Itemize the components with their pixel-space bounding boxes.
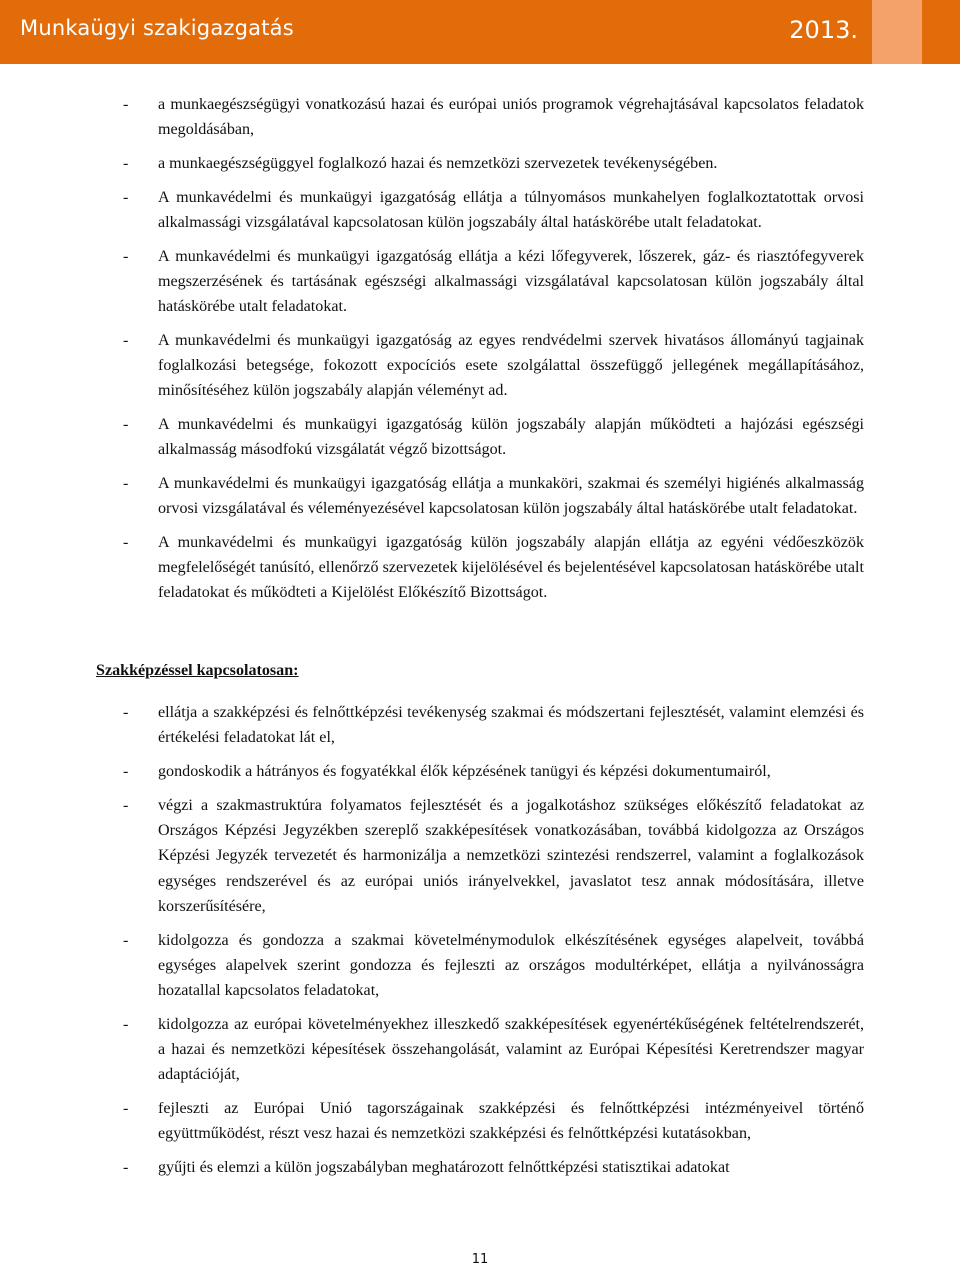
- task-list-training: [96, 700, 864, 1179]
- list-item: - kidolgozza az európai követelményekhez illeszkedő szakképesítések egyenértékűségének feltételrendszerét, a hazai és nemzetközi képesítések összehangolását, valamint az Európai Képesítési Keretrendszer magyar adaptációját,: [96, 1012, 864, 1087]
- list-item: - A munkavédelmi és munkaügyi igazgatóság külön jogszabály alapján ellátja az egyéni védőeszközök megfelelőségét tanúsító, ellenőrző szervezetek kijelölésével és bejelentésével kapcsolatosan hatáskörébe utalt feladatokat és működteti a Kijelölést Előkészítő Bizottságot.: [96, 530, 864, 605]
- list-item: - ellátja a szakképzési és felnőttképzési tevékenység szakmai és módszertani fejlesztését, valamint elemzési és értékelési feladatokat lát el,: [96, 700, 864, 750]
- header-title: Munkaügyi szakigazgatás: [20, 16, 294, 40]
- list-item: - A munkavédelmi és munkaügyi igazgatóság az egyes rendvédelmi szervek hivatásos állományú tagjainak foglalkozási betegsége, fokozott expocíciós esete szolgálattal összefüggő jellegének megállapításához, minősítéséhez külön jogszabály alapján véleményt ad.: [96, 328, 864, 403]
- list-item: - A munkavédelmi és munkaügyi igazgatóság ellátja a munkaköri, szakmai és személyi higiénés alkalmasság orvosi vizsgálatával és véleményezésével kapcsolatosan külön jogszabály által hatáskörébe utalt feladatokat.: [96, 471, 864, 521]
- list-item: - A munkavédelmi és munkaügyi igazgatóság külön jogszabály alapján működteti a hajózási egészségi alkalmasság másodfokú vizsgálatát végző bizottságot.: [96, 412, 864, 462]
- list-item: - a munkaegészségügyi vonatkozású hazai és európai uniós programok végrehajtásával kapcsolatos feladatok megoldásában,: [96, 92, 864, 142]
- list-item: - kidolgozza és gondozza a szakmai követelménymodulok elkészítésének egységes alapelveit, továbbá egységes alapelvek szerint gondozza és fejleszti az országos modultérképet, ellátja a nyilvánosságra hozatallal kapcsolatos feladatokat,: [96, 928, 864, 1003]
- list-item: - gondoskodik a hátrányos és fogyatékkal élők képzésének tanügyi és képzési dokumentumairól,: [96, 759, 864, 784]
- document-body: [96, 92, 864, 1189]
- header-accent-bar: [872, 0, 922, 64]
- list-item: - fejleszti az Európai Unió tagországainak szakképzési és felnőttképzési intézményeivel történő együttműködést, részt vesz hazai és nemzetközi szakképzési és felnőttképzési kutatásokban,: [96, 1096, 864, 1146]
- list-item: - A munkavédelmi és munkaügyi igazgatóság ellátja a túlnyomásos munkahelyen foglalkoztatottak orvosi alkalmassági vizsgálatával kapcsolatosan külön jogszabály által hatáskörébe utalt feladatokat.: [96, 185, 864, 235]
- section-title: Szakképzéssel kapcsolatosan:: [96, 662, 299, 680]
- task-list-health: [96, 92, 864, 605]
- header-year: 2013.: [789, 16, 858, 44]
- list-item: - A munkavédelmi és munkaügyi igazgatóság ellátja a kézi lőfegyverek, lőszerek, gáz- és riasztófegyverek megszerzésének és tartásának egészségi alkalmassági vizsgálatával kapcsolatosan külön jogszabály által hatáskörébe utalt feladatokat.: [96, 244, 864, 319]
- list-item: - a munkaegészségüggyel foglalkozó hazai és nemzetközi szervezetek tevékenységében.: [96, 151, 864, 176]
- list-item: - végzi a szakmastruktúra folyamatos fejlesztését és a jogalkotáshoz szükséges előkészítő feladatokat az Országos Képzési Jegyzékben szereplő szakképesítések vonatkozásában, továbbá kidolgozza az Országos Képzési Jegyzék tervezetét és harmonizálja a nemzetközi szintezési rendszerrel, valamint a foglalkozások egységes rendszerével és az európai uniós irányelvekkel, javaslatot tesz annak módosítására, illetve korszerűsítésére,: [96, 793, 864, 918]
- list-item: - gyűjti és elemzi a külön jogszabályban meghatározott felnőttképzési statisztikai adatokat: [96, 1155, 864, 1180]
- page-header: [0, 0, 960, 64]
- page-number: 11: [471, 1252, 489, 1267]
